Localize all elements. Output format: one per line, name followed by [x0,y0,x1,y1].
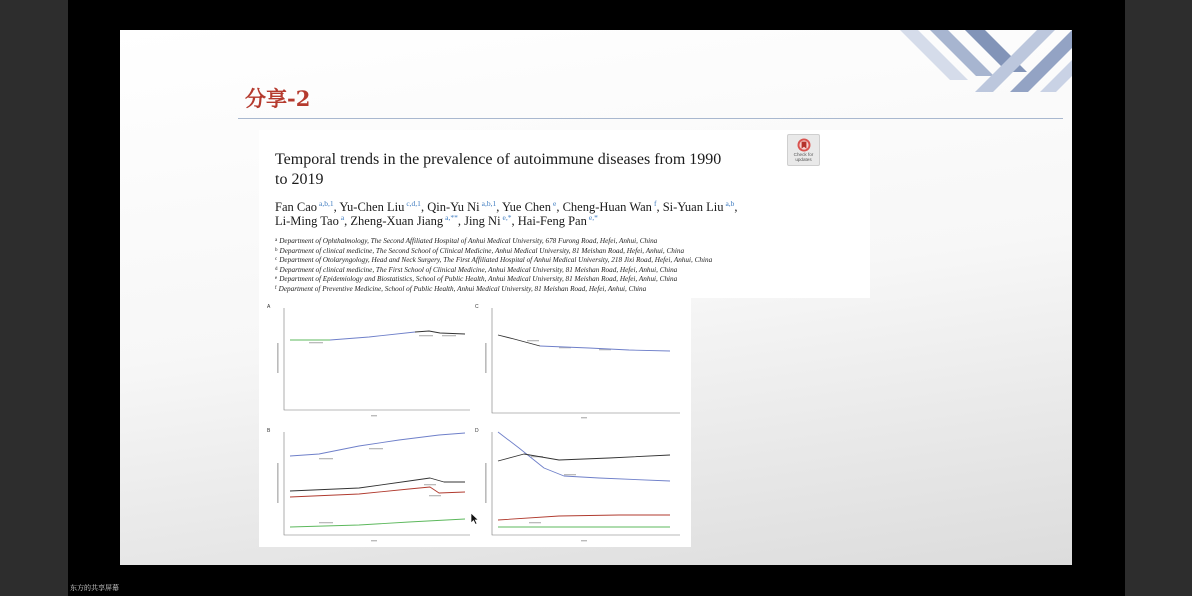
author-separator: , [556,200,563,214]
author-separator: , [457,214,465,228]
author-affiliation-link[interactable]: a,b,1 [481,199,497,208]
plot-annotation [442,335,456,336]
author-name: Hai-Feng Pan [517,214,587,228]
screen-share-owner-label: 东方的共享屏幕 [70,584,119,592]
plot-annotation [527,340,539,341]
title-divider [238,118,1063,119]
author-name: Yu-Chen Liu [339,200,405,214]
panel-b-line-blue [290,433,465,456]
plot-annotation [369,448,383,449]
author-separator: , [511,214,518,228]
affiliation-item [275,247,712,257]
panel-d-line-red [498,515,670,520]
y-axis-label-c [485,343,487,373]
affiliation-mark: e [275,276,278,282]
crossmark-icon [797,138,811,152]
affiliation-item [275,266,712,276]
affiliation-item [275,275,712,285]
plot-annotation [564,474,576,475]
panel-a-line-dark [415,331,465,334]
affiliation-text: Department of clinical medicine, The First School of Clinical Medicine, Anhui Medical University, 81 Meishan Road, Hefei, Anhui, China [279,265,678,274]
affiliation-mark: f [275,285,277,291]
cursor-icon [470,512,479,525]
author-affiliation-link[interactable]: f [653,199,657,208]
affiliation-text: Department of Epidemiology and Biostatistics, School of Public Health, Anhui Medical University, 81 Meishan Road, Hefei, Anhui, China [279,275,678,284]
author-affiliation-link[interactable]: e,* [502,213,512,222]
author-affiliation-link[interactable]: a,b [725,199,735,208]
x-axis-label-c [581,417,587,418]
affiliation-mark: a [275,238,278,243]
author-affiliation-link[interactable]: e,* [588,213,598,222]
panel-d-line-dark [498,454,670,461]
plot-annotation [424,484,436,485]
panel-b-line-green [290,519,465,527]
author-affiliation-link[interactable]: c,d,1 [406,199,421,208]
panel-d-axes [492,432,680,535]
author-name: Qin-Yu Ni [427,200,480,214]
plot-annotation [419,335,433,336]
author-separator: , [496,200,503,214]
affiliation-mark: d [275,266,278,272]
y-axis-label-a [277,343,279,373]
author-separator: , [333,200,340,214]
plot-annotation [429,495,441,496]
panel-a-axes [284,308,470,410]
slide-title: 分享-2 [245,86,311,111]
author-name: Si-Yuan Liu [662,200,724,214]
panel-letter-c: C [475,304,479,310]
panel-b-line-dark [290,478,465,491]
author-name: Zheng-Xuan Jiang [350,214,444,228]
author-name: Li-Ming Tao [275,214,339,228]
plot-annotation [319,522,333,523]
author-separator: , [344,214,351,228]
panel-letter-d: D [475,428,479,434]
panel-letter-b: B [267,428,271,434]
affiliation-item [275,256,712,266]
y-axis-label-d [485,463,487,503]
paper-title-line: Temporal trends in the prevalence of autoimmune diseases from 1990 [275,151,722,168]
panel-b-axes [284,432,470,535]
author-line [275,214,738,228]
affiliation-text: Department of Ophthalmology, The Second Affiliated Hospital of Anhui Medical University, 678 Furong Road, Hefei, Anhui, China [279,237,658,245]
author-affiliation-link[interactable]: a,b,1 [319,199,334,208]
affiliation-item [275,237,712,247]
panel-letter-a: A [267,304,271,310]
paper-title [275,150,721,190]
affiliation-mark: c [275,257,278,263]
slide-decoration-chevrons [890,30,1072,92]
panel-c-axes [492,308,680,413]
author-name: Jing Ni [464,214,501,228]
plot-annotation [529,522,541,523]
affiliation-text: Department of Preventive Medicine, School of Public Health, Anhui Medical University, 81 Meishan Road, Hefei, Anhui, China [278,284,647,293]
author-name: Fan Cao [275,200,318,214]
plot-annotation [309,342,323,343]
affiliation-text: Department of Otolaryngology, Head and Neck Surgery, The First Affiliated Hospital of Anhui Medical University, 218 Jixi Road, Hefei, Anhui, China [279,256,713,265]
paper-figure-image [259,298,691,547]
plot-annotation [319,458,333,459]
x-axis-label-a [371,415,377,416]
affiliation-text: Department of clinical medicine, The Second School of Clinical Medicine, Anhui Medical University, 81 Meishan Road, Hefei, Anhui, China [279,246,685,255]
author-line [275,200,738,214]
affiliation-mark: b [275,247,278,253]
author-list [275,200,738,228]
author-affiliation-link[interactable]: e [552,199,557,208]
author-affiliation-link[interactable]: a,** [445,213,458,222]
affiliation-item [275,285,712,295]
paper-title-line: to 2019 [275,171,324,188]
figure-panels [259,298,691,547]
x-axis-label-d [581,540,587,541]
author-name: Yue Chen [502,200,551,214]
author-name: Cheng-Huan Wan [562,200,652,214]
check-for-updates-badge[interactable] [787,134,820,166]
y-axis-label-b [277,463,279,503]
author-separator: , [734,200,738,214]
author-separator: , [420,200,428,214]
panel-a-line-blue [330,332,415,340]
crossmark-label: Check for updates [793,152,814,162]
author-separator: , [656,200,663,214]
x-axis-label-b [371,540,377,541]
author-affiliation-link[interactable]: a [340,213,345,222]
affiliation-list [275,237,712,295]
